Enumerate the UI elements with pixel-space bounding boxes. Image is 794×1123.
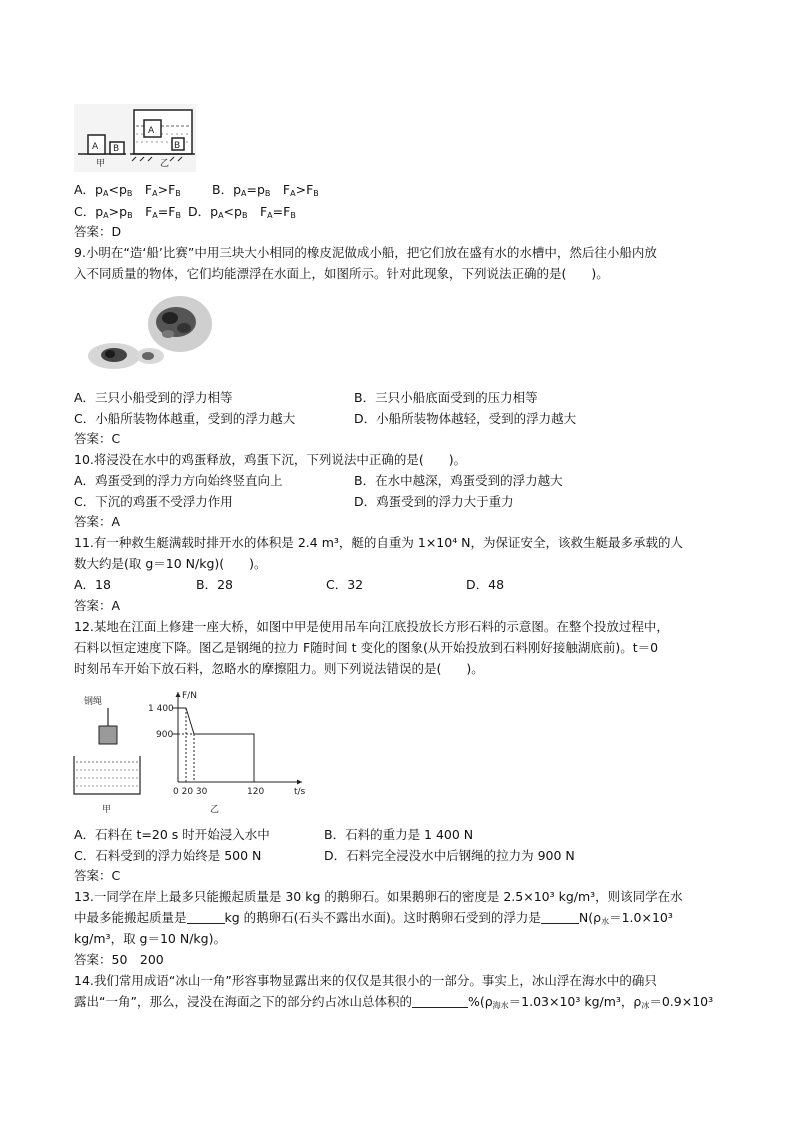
q10-option-b: B．在水中越深，鸡蛋受到的浮力越大: [354, 473, 563, 488]
y-axis-label: F/N: [182, 691, 197, 701]
q9-option-b: B．三只小船底面受到的压力相等: [354, 390, 538, 405]
q13-blank-1[interactable]: [187, 910, 225, 924]
q10-stem: 10.将浸没在水中的鸡蛋释放，鸡蛋下沉，下列说法中正确的是( )。: [74, 452, 467, 467]
q8-figure-svg: [74, 104, 196, 172]
q9-option-c: C．小船所装物体越重，受到的浮力越大: [74, 411, 296, 426]
q9-stem-line2: 入不同质量的物体，它们均能漂浮在水面上，如图所示。针对此现象，下列说法正确的是( )。: [74, 266, 609, 281]
x-ticks-0-20-30: 0 20 30: [173, 787, 208, 797]
q9-answer: 答案：C: [74, 431, 121, 446]
q8-figure: [74, 104, 196, 172]
fig-label-yi-q12: 乙: [210, 805, 220, 815]
block-a-label: A: [92, 142, 99, 152]
q11-option-a: A．18: [74, 577, 111, 592]
boats-image-svg: [84, 288, 214, 376]
q10-option-d: D．鸡蛋受到的浮力大于重力: [354, 494, 514, 509]
q12-option-b: B．石料的重力是 1 400 N: [324, 827, 474, 842]
q8-option-a: A．$p_A<p_B$ $F_A>F_B$: [74, 182, 181, 198]
q13-answer: 答案：50 200: [74, 952, 164, 967]
q9-option-d: D．小船所装物体越轻，受到的浮力越大: [354, 411, 577, 426]
q8-option-c: C．$p_A>p_B$ $F_A=F_B$: [74, 204, 181, 220]
q12-figure: [72, 686, 312, 820]
q14-stem-line2: 露出“一角”，那么，浸没在海面之下的部分约占冰山总体积的 $\%(\rho_{海水}=1.03\times 10^3$ kg/m³，$\rho_冰=0.9\times 10^3$: [74, 994, 714, 1010]
x-axis-label: t/s: [294, 787, 306, 797]
q8-option-d: D．$p_A<p_B$ $F_A=F_B$: [188, 204, 296, 220]
q13-blank-2[interactable]: [541, 910, 579, 924]
rope-label: 钢绳: [84, 697, 103, 707]
q10-option-a: A．鸡蛋受到的浮力方向始终竖直向上: [74, 473, 283, 488]
q12-option-d: D．石料完全浸没水中后钢绳的拉力为 900 N: [324, 848, 575, 863]
q11-option-c: C．32: [326, 577, 364, 592]
q9-option-a: A．三只小船受到的浮力相等: [74, 390, 233, 405]
q12-option-c: C．石料受到的浮力始终是 500 N: [74, 848, 262, 863]
q8-answer: 答案：D: [74, 224, 122, 239]
stone-block: [99, 726, 117, 744]
q12-option-a: A．石料在 t=20 s 时开始浸入水中: [74, 827, 270, 842]
q12-stem-line1: 12.某地在江面上修建一座大桥，如图中甲是使用吊车向江底投放长方形石料的示意图。在整个投放过程中，: [74, 619, 669, 634]
q10-option-c: C．下沉的鸡蛋不受浮力作用: [74, 494, 233, 509]
force-time-line: [178, 708, 254, 782]
block-b-label: B: [113, 144, 120, 154]
q11-stem-line2: 数大约是(取 g＝10 N/kg)( )。: [74, 556, 267, 571]
q13-stem-line3: kg/m³，取 g＝10 N/kg)。: [74, 931, 226, 946]
q12-stem-line3: 时刻吊车开始下放石料，忽略水的摩擦阻力。则下列说法错误的是( )。: [74, 661, 484, 676]
water-container: [74, 756, 140, 794]
block-a-label-yi: A: [148, 126, 155, 136]
q13-stem-line1: 13.一同学在岸上最多只能搬起质量是 30 kg 的鹅卵石。如果鹅卵石的密度是 2.5×10³ kg/m³，则该同学在水: [74, 889, 683, 904]
x-tick-120: 120: [247, 787, 265, 797]
y-tick-900: 900: [156, 730, 174, 740]
fig-label-yi: 乙: [160, 159, 170, 169]
fig-label-jia: 甲: [96, 159, 106, 169]
q14-stem-line1: 14.我们常用成语“冰山一角”形容事物显露出来的仅仅是其很小的一部分。事实上，冰山浮在海水中的确只: [74, 973, 657, 988]
q11-answer: 答案：A: [74, 598, 121, 613]
q12-figure-svg: [72, 686, 312, 820]
q8-option-b: B．$p_A=p_B$ $F_A>F_B$: [212, 182, 319, 198]
q12-stem-line2: 石料以恒定速度下降。图乙是钢绳的拉力 F随时间 t 变化的图象(从开始投放到石料刚好接触湖底前)。t＝0: [74, 640, 659, 655]
q11-option-d: D．48: [466, 577, 505, 592]
q12-answer: 答案：C: [74, 868, 121, 883]
q13-stem-line2: 中最多能搬起质量是 kg 的鹅卵石(石头不露出水面)。这时鹅卵石受到的浮力是 $N(\rho_水=1.0\times 10^3$: [74, 910, 673, 926]
q11-option-b: B．28: [196, 577, 233, 592]
q9-boats-photo: [84, 288, 214, 376]
q11-stem-line1: 11.有一种救生艇满载时排开水的体积是 2.4 m³，艇的自重为 1×10⁴ N，为保证安全，该救生艇最多承载的人: [74, 535, 684, 550]
q9-stem-line1: 9.小明在“造‘船’比赛”中用三块大小相同的橡皮泥做成小船，把它们放在盛有水的水槽中，然后往小船内放: [74, 245, 657, 260]
fig-label-jia-q12: 甲: [102, 805, 112, 815]
q10-answer: 答案：A: [74, 514, 121, 529]
q14-blank[interactable]: [412, 994, 468, 1008]
block-b-label-yi: B: [174, 141, 181, 151]
y-tick-1400: 1 400: [148, 704, 174, 714]
